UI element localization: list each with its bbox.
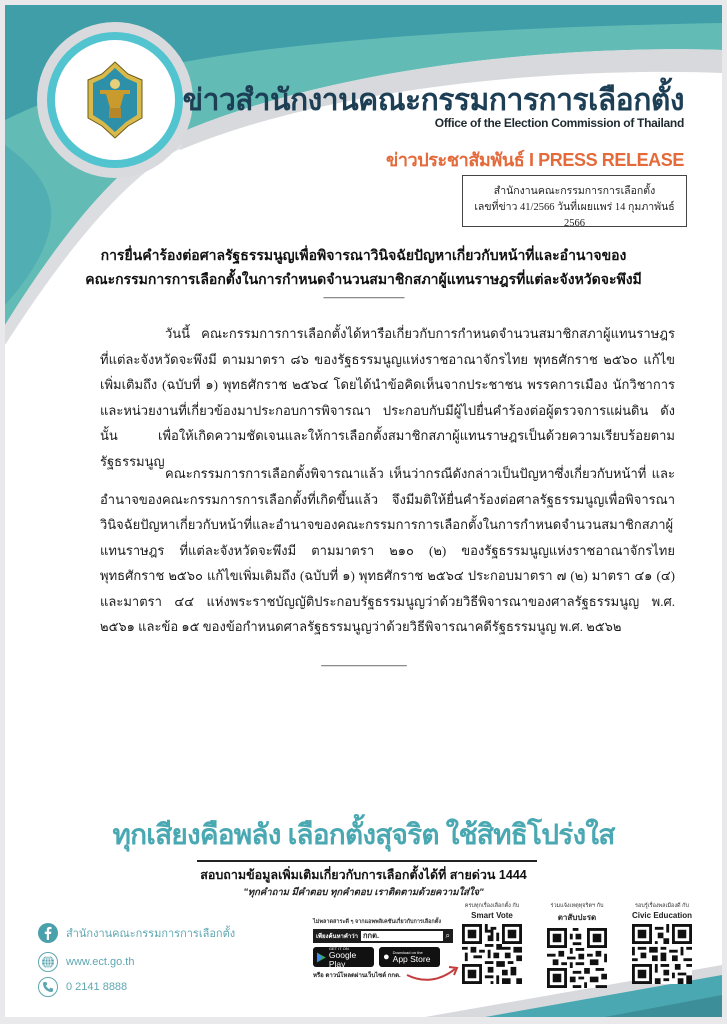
qr-ta-sapparot[interactable] xyxy=(542,902,612,993)
phone-icon xyxy=(38,977,58,997)
hotline-quote: "ทุกคำถาม มีคำตอบ ทุกคำตอบ เราติดตามด้วยความใส่ใจ" xyxy=(243,887,484,898)
globe-icon xyxy=(38,952,58,972)
press-release-label: ข่าวประชาสัมพันธ์ I PRESS RELEASE xyxy=(385,150,684,170)
paragraph-1 xyxy=(100,321,675,474)
paragraph-2 xyxy=(100,461,675,640)
apple-icon: ● xyxy=(383,951,390,963)
info-office: สำนักงานคณะกรรมการการเลือกตั้ง xyxy=(493,186,656,197)
document-title-line-2: คณะกรรมการการเลือกตั้งในการกำหนดจำนวนสมาชิกสภาผู้แทนราษฎรที่แต่ละจังหวัดจะพึงมี xyxy=(85,271,642,287)
app-search-input[interactable]: กกต. xyxy=(361,931,443,941)
qr-caption: ร่วมแจ้งเหตุทุจริตฯ กับ xyxy=(550,903,604,909)
qr-smart-vote[interactable] xyxy=(457,902,527,989)
paragraph-1-text: วันนี้ คณะกรรมการการเลือกตั้งได้หารือเกี่ยวกับการกำหนดจำนวนสมาชิกสภาผู้แทนราษฎร ที่แต่ละจังหวัดจะพึงมี ตามมาตรา ๘๖ ของรัฐธรรมนูญแห่งราชอาณาจักรไทย พุทธศักราช ๒๕๖๐ แก้ไขเพิ่มเติมถึง (ฉบับที่ ๑) พุทธศักราช ๒๕๖๔ โดยได้นำข้อคิดเห็นจากประชาชน พรรคการเมือง นักวิชาการ และหน่วยงานที่เกี่ยวข้องมาประกอบการพิจารณา ประกอบกับมีผู้ไปยื่นคำร้องต่อผู้ตรวจการแผ่นดิน ดังนั้น เพื่อให้เกิดความชัดเจนและให้การเลือกตั้งสมาชิกสภาผู้แทนราษฎรเป็นด้วยความเรียบร้อยตามรัฐธรรมนูญ xyxy=(100,326,675,469)
info-news-number-date: เลขที่ข่าว 41/2566 วันที่เผยแพร่ 14 กุมภาพันธ์ 2566 xyxy=(474,202,675,229)
contact-website[interactable] xyxy=(38,952,134,972)
qr-code-icon xyxy=(462,924,522,984)
website-url: www.ect.go.th xyxy=(66,956,135,968)
news-info-box xyxy=(462,175,687,227)
contact-phone[interactable] xyxy=(38,977,127,997)
ect-emblem-icon xyxy=(82,60,148,140)
slogan: ทุกเสียงคือพลัง เลือกตั้งสุจริต ใช้สิทธิโปร่งใส xyxy=(112,819,615,850)
qr-caption: รอบรู้เรื่องพลเมืองดี กับ xyxy=(635,903,689,909)
end-separator: -------------------------------------- xyxy=(320,661,407,671)
app-search-label: เพียงค้นหาคำว่า xyxy=(316,934,359,940)
qr-title: Smart Vote xyxy=(471,911,513,920)
qr-title: ตาสับปะรด xyxy=(557,913,597,922)
app-store-small-text: Download on the xyxy=(392,950,423,955)
document-title-line-1: การยื่นคำร้องต่อศาลรัฐธรรมนูญเพื่อพิจารณาวินิจฉัยปัญหาเกี่ยวกับหน้าที่และอำนาจของ xyxy=(100,247,627,263)
header-title-thai: ข่าวสำนักงานคณะกรรมการการเลือกตั้ง xyxy=(182,84,684,117)
qr-code-icon xyxy=(632,924,692,984)
title-separator: ------------------------------------ xyxy=(323,293,404,303)
paragraph-2-text: คณะกรรมการการเลือกตั้งพิจารณาแล้ว เห็นว่ากรณีดังกล่าวเป็นปัญหาซึ่งเกี่ยวกับหน้าที่ และอำนาจของคณะกรรมการการเลือกตั้งที่เกิดขึ้นแล้ว จึงมีมติให้ยื่นคำร้องต่อศาลรัฐธรรมนูญเพื่อพิจารณา วินิจฉัยปัญหาเกี่ยวกับหน้าที่และอำนาจของคณะกรรมการการเลือกตั้งในการกำหนดจำนวนสมาชิกสภาผู้แทนราษฎร ที่แต่ละจังหวัดจะพึงมี ตามมาตรา ๒๑๐ (๒) ของรัฐธรรมนูญแห่งราชอาณาจักรไทย พุทธศักราช ๒๕๖๐ แก้ไขเพิ่มเติมถึง (ฉบับที่ ๑) พุทธศักราช ๒๕๖๔ ประกอบมาตรา ๗ (๒) มาตรา ๔๑ (๔) และมาตรา ๔๔ แห่งพระราชบัญญัติประกอบรัฐธรรมนูญว่าด้วยวิธีพิจารณาของศาลรัฐธรรมนูญ พ.ศ. ๒๕๖๑ และข้อ ๑๕ ของข้อกำหนดศาลรัฐธรรมนูญว่าด้วยวิธีพิจารณาคดีรัฐธรรมนูญ พ.ศ. ๒๕๖๒ xyxy=(100,466,675,634)
google-play-button[interactable] xyxy=(313,947,374,967)
contact-facebook[interactable] xyxy=(38,923,235,943)
app-search-bar[interactable] xyxy=(313,929,453,943)
document-title xyxy=(55,243,672,291)
download-website-caption: หรือ ดาวน์โหลดผ่านเว็บไซต์ กกต. xyxy=(313,973,401,979)
app-caption: ไม่พลาดสาระดี ๆ จากแอพพลิเคชันเกี่ยวกับการเลือกตั้ง xyxy=(313,919,442,925)
search-icon: ⌕ xyxy=(445,931,450,940)
app-store-label: App Store xyxy=(392,954,431,964)
header-title-english: Office of the Election Commission of Thailand xyxy=(434,116,684,130)
press-release-page xyxy=(5,5,722,1017)
ect-logo xyxy=(60,45,170,155)
hotline-text: สอบถามข้อมูลเพิ่มเติมเกี่ยวกับการเลือกตั้งได้ที่ สายด่วน 1444 xyxy=(200,868,527,882)
google-play-small-text: GET IT ON xyxy=(328,945,349,951)
phone-number: 0 2141 8888 xyxy=(66,981,128,993)
google-play-icon xyxy=(317,952,326,963)
slogan-rule xyxy=(197,860,537,862)
facebook-icon xyxy=(38,923,58,943)
qr-title: Civic Education xyxy=(631,911,692,920)
qr-code-icon xyxy=(547,928,607,988)
facebook-page-name: สำนักงานคณะกรรมการการเลือกตั้ง xyxy=(66,928,236,940)
google-play-label: Google Play xyxy=(328,949,357,969)
qr-caption: ครบทุกเรื่องเลือกตั้ง กับ xyxy=(464,903,520,909)
qr-civic-education[interactable] xyxy=(627,902,697,989)
